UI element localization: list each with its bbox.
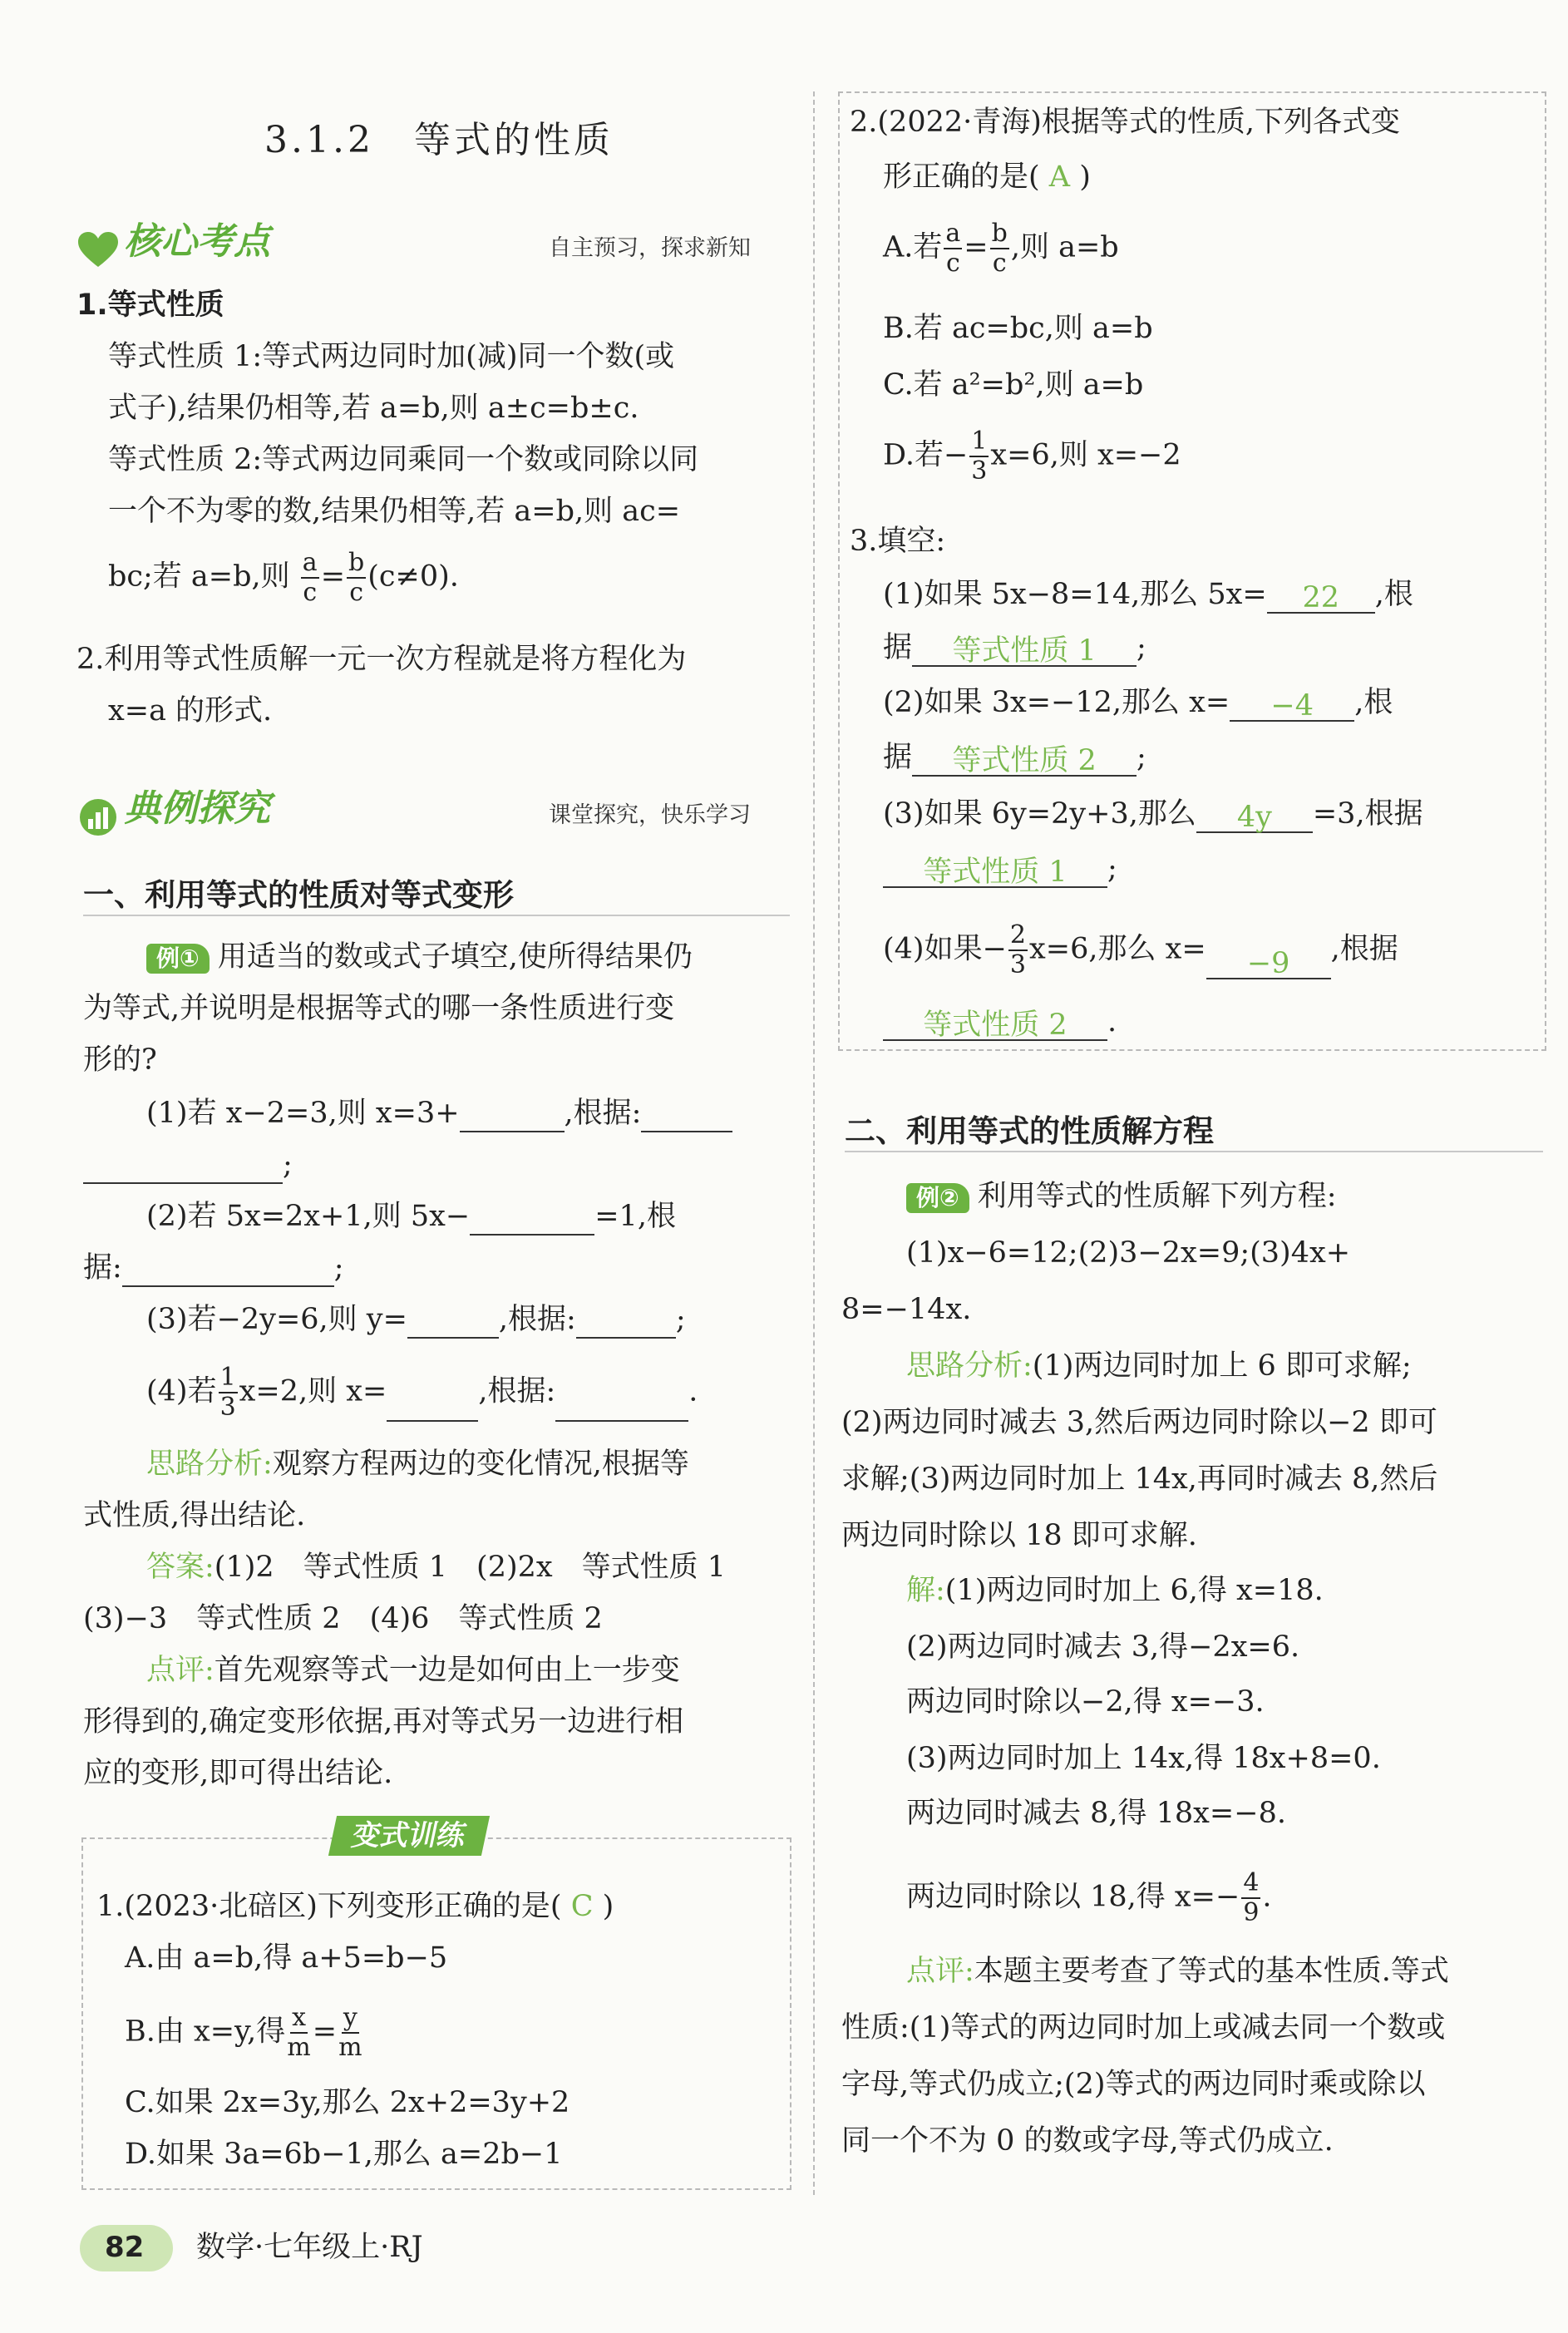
q2-option-D: D.若− $\frac{1}{3}$ x=6,则 x=−2 [883, 427, 1181, 486]
example-1-line: 例① 用适当的数或式子填空,使所得结果仍 [146, 938, 693, 976]
example-header [76, 778, 270, 837]
fill-1: (1)如果 5x−8=14,那么 5x= 22 ,根 [883, 578, 1413, 614]
ex1-q2: (2)若 5x=2x+1,则 5x− =1,根 [146, 1197, 676, 1236]
ex2-review: 点评:本题主要考查了等式的基本性质.等式 [906, 1955, 1449, 1988]
q2-line: 形正确的是( A ) [883, 160, 1091, 194]
train-option: C.如果 2x=3y,那么 2x+2=3y+2 [125, 2086, 570, 2119]
answer: C [570, 1890, 594, 1923]
q2-option-B: B.若 ac=bc,则 a=b [883, 312, 1153, 345]
q2-option-C: C.若 a²=b²,则 a=b [883, 368, 1144, 402]
divider [845, 1151, 1543, 1152]
q2-option-A: A.若 $\frac{a}{c}$ = $\frac{b}{c}$ ,则 a=b [883, 219, 1119, 278]
ex2-analysis-cont: 求解;(3)两边同时加上 14x,再同时减去 8,然后 [841, 1462, 1438, 1496]
example-2-line: 8=−14x. [841, 1293, 972, 1326]
ex1-q2-cont: 据: ; [83, 1249, 344, 1287]
ex2-review-cont: 同一个不为 0 的数或字母,等式仍成立. [841, 2124, 1334, 2158]
example-tag: 典例探究 [124, 787, 271, 830]
chart-icon [76, 797, 120, 837]
ex2-analysis-cont: (2)两边同时减去 3,然后两边同时除以−2 即可 [841, 1406, 1437, 1439]
train-option: A.由 a=b,得 a+5=b−5 [125, 1941, 448, 1975]
fill-4: (4)如果− $\frac{2}{3}$ x=6,那么 x= −9 ,根据 [883, 920, 1398, 980]
core-points-tag: 核心考点 [124, 220, 271, 263]
ex1-q3: (3)若−2y=6,则 y= ,根据: ; [146, 1300, 686, 1339]
section-2-heading: 二、利用等式的性质解方程 [845, 1112, 1214, 1149]
q3-heading: 3.填空: [850, 525, 946, 558]
train-option-fraction: B.由 x=y,得 $\frac{x}{m}$ = $\frac{y}{m}$ [125, 2003, 362, 2062]
fill-2: (2)如果 3x=−12,那么 x= −4 ,根 [883, 686, 1393, 723]
ex1-analysis: 思路分析:观察方程两边的变化情况,根据等 [146, 1448, 689, 1481]
answer: A [1048, 160, 1071, 194]
core-points-header [76, 211, 270, 270]
property-line-fraction: bc;若 a=b,则 $\frac{a}{c}$ = $\frac{b}{c}$ (c≠0). [108, 548, 459, 607]
example-2-line: 例② 利用等式的性质解下列方程: [906, 1177, 1337, 1216]
ex1-review-cont: 应的变形,即可得出结论. [83, 1757, 393, 1790]
example-2-line: (1)x−6=12;(2)3−2x=9;(3)4x+ [906, 1236, 1351, 1270]
section-1-heading: 一、利用等式的性质对等式变形 [83, 876, 514, 913]
ex1-review-cont: 形得到的,确定变形依据,再对等式另一边进行相 [83, 1705, 684, 1739]
property-line: 一个不为零的数,结果仍相等,若 a=b,则 ac= [108, 495, 681, 528]
page-number: 82 [105, 2231, 145, 2264]
property-line: 式子),结果仍相等,若 a=b,则 a±c=b±c. [108, 392, 639, 425]
property-2-line: x=a 的形式. [108, 694, 273, 728]
footer-text: 数学·七年级上·RJ [196, 2231, 423, 2264]
ex2-solution-step: 两边同时除以−2,得 x=−3. [906, 1685, 1265, 1719]
example-1-line: 形的? [83, 1043, 157, 1077]
fill-3-cont: 等式性质 1 ; [883, 850, 1117, 888]
example-2-badge: 例② [906, 1183, 969, 1213]
ex2-solution-step: (3)两边同时加上 14x,得 18x+8=0. [906, 1742, 1381, 1775]
fill-1-cont: 据 等式性质 1 ; [883, 631, 1146, 668]
example-1-badge: 例① [146, 944, 210, 974]
training-tag: 变式训练 [328, 1816, 490, 1856]
example-subtitle: 课堂探究，快乐学习 [549, 802, 751, 828]
ex2-solution-step-fraction: 两边同时除以 18,得 x=− $\frac{4}{9}$ . [906, 1868, 1272, 1927]
divider [83, 915, 790, 916]
property-line: 等式性质 1:等式两边同时加(减)同一个数(或 [108, 340, 675, 373]
ex1-answer-cont: (3)−3 等式性质 2 (4)6 等式性质 2 [83, 1602, 603, 1635]
fill-2-cont: 据 等式性质 2 ; [883, 741, 1146, 777]
ex2-solution-step: (2)两边同时减去 3,得−2x=6. [906, 1630, 1300, 1664]
ex1-q1: (1)若 x−2=3,则 x=3+ ,根据: [146, 1094, 732, 1132]
core-points-subtitle: 自主预习，探求新知 [549, 235, 751, 261]
property-line: 等式性质 2:等式两边同乘同一个数或同除以同 [108, 443, 699, 476]
ex1-answer: 答案:(1)2 等式性质 1 (2)2x 等式性质 1 [146, 1551, 727, 1584]
ex2-solution-step: 两边同时减去 8,得 18x=−8. [906, 1797, 1286, 1830]
property-heading: 1.等式性质 [76, 289, 224, 322]
ex2-analysis: 思路分析:(1)两边同时加上 6 即可求解; [906, 1349, 1412, 1383]
ex1-q1-cont: ; [83, 1146, 293, 1184]
fill-4-cont: 等式性质 2 . [883, 1003, 1117, 1041]
ex2-analysis-cont: 两边同时除以 18 即可求解. [841, 1519, 1197, 1552]
ex1-analysis-cont: 式性质,得出结论. [83, 1499, 306, 1532]
heart-icon [76, 230, 120, 270]
page-title: 3.1.2 等式的性质 [264, 119, 614, 161]
property-2-line: 2.利用等式性质解一元一次方程就是将方程化为 [76, 643, 687, 676]
train-q1: 1.(2023·北碚区)下列变形正确的是( C ) [96, 1890, 614, 1923]
ex2-solution: 解:(1)两边同时加上 6,得 x=18. [906, 1574, 1324, 1607]
fill-3: (3)如果 6y=2y+3,那么 4y =3,根据 [883, 797, 1423, 834]
train-option: D.如果 3a=6b−1,那么 a=2b−1 [125, 2138, 563, 2171]
q2-line: 2.(2022·青海)根据等式的性质,下列各式变 [850, 106, 1401, 139]
ex1-review: 点评:首先观察等式一边是如何由上一步变 [146, 1654, 680, 1687]
column-divider [813, 91, 815, 2195]
ex1-q4: (4)若 $\frac{1}{3}$ x=2,则 x= ,根据: . [146, 1363, 698, 1422]
ex2-review-cont: 性质:(1)等式的两边同时加上或减去同一个数或 [841, 2011, 1446, 2044]
ex2-review-cont: 字母,等式仍成立;(2)等式的两边同时乘或除以 [841, 2068, 1426, 2101]
example-1-line: 为等式,并说明是根据等式的哪一条性质进行变 [83, 992, 675, 1025]
